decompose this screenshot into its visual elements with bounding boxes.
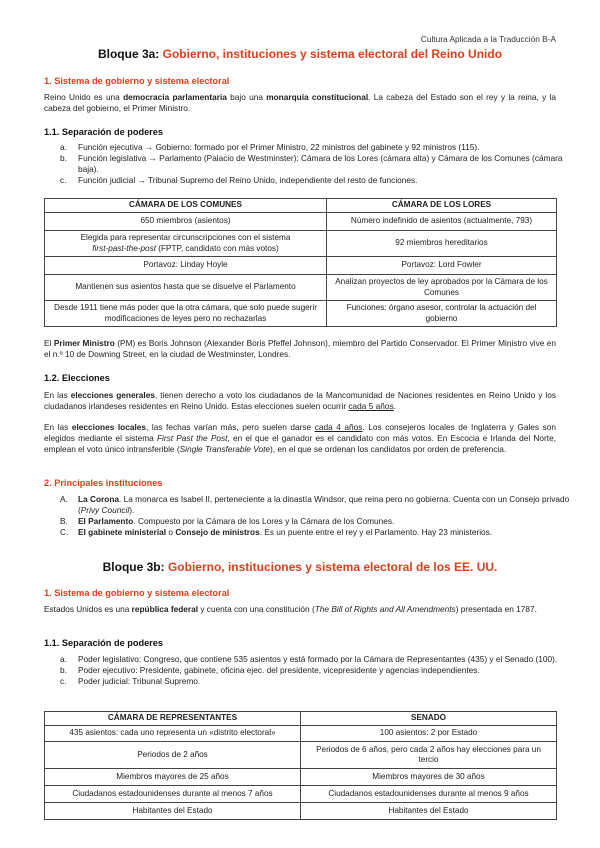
bloque-3b-title: Bloque 3b: Gobierno, instituciones y sistema electoral de los EE. UU.	[102, 560, 498, 574]
table-header: CÁMARA DE LOS LORES	[327, 199, 557, 213]
list-item: b. Poder ejecutivo: Presidente, gabinete, oficina ejec. del presidente, vicepresidente y agencias independientes.	[60, 664, 480, 675]
table-cell: Funciones: órgano asesor, controlar la actuación del gobierno	[327, 301, 557, 327]
table-cell: 100 asientos: 2 por Estado	[301, 726, 557, 742]
section-sistema-gobierno-us: 1. Sistema de gobierno y sistema electoral	[44, 588, 230, 598]
table-cell: Habitantes del Estado	[45, 803, 301, 820]
uk-elecciones-generales-paragraph: En las elecciones generales, tienen derecho a voto los ciudadanos de la Mancomunidad de Naciones residentes en Reino Unido y los ciudadanos irlandeses residentes en Reino Unido. Estas elecciones suelen ocurrir cada 5 años.	[44, 390, 557, 411]
table-cell: Miembros mayores de 25 años	[45, 769, 301, 786]
table-cell: 435 asientos: cada uno representa un «distrito electoral»	[45, 726, 301, 742]
subsection-separacion-poderes-uk: 1.1. Separación de poderes	[44, 127, 163, 137]
table-header: CÁMARA DE REPRESENTANTES	[45, 712, 301, 726]
list-item: c. Poder judicial: Tribunal Supremo.	[60, 675, 201, 686]
subsection-separacion-poderes-us: 1.1. Separación de poderes	[44, 638, 163, 648]
subsection-elecciones-uk: 1.2. Elecciones	[44, 373, 110, 383]
table-cell: Periodos de 6 años, pero cada 2 años hay elecciones para un tercio	[301, 742, 557, 769]
list-item: B. El Parlamento. Compuesto por la Cámara de los Lores y la Cámara de los Comunes.	[60, 515, 395, 526]
table-cell: Portavoz: Lord Fowler	[327, 257, 557, 275]
section-principales-instituciones-uk: 2. Principales instituciones	[44, 478, 163, 488]
list-item: b. Función legislativa → Parlamento (Palacio de Westminster): Cámara de los Lores (cámara alta) y Cámara de los Comunes (cámara baja).	[60, 152, 563, 174]
table-header: CÁMARA DE LOS COMUNES	[45, 199, 327, 213]
list-item: A. La Corona. La monarca es Isabel II, perteneciente a la dinastía Windsor, que reina pero no gobierna. Cuenta con un Consejo privado (Privy Council).	[60, 494, 570, 515]
section-sistema-gobierno-uk: 1. Sistema de gobierno y sistema electoral	[44, 76, 230, 86]
table-cell: Ciudadanos estadounidenses durante al menos 7 años	[45, 786, 301, 803]
uk-instituciones-list	[60, 494, 572, 538]
us-camaras-table	[44, 711, 557, 820]
list-item: a. Poder legislativo: Congreso, que contiene 535 asientos y está formado por la Cámara de Representantes (435) y el Senado (100).	[60, 654, 558, 664]
table-cell: 92 miembros hereditarios	[327, 231, 557, 257]
table-cell: 650 miembros (asientos)	[45, 213, 327, 231]
table-cell: Desde 1911 tiene más poder que la otra cámara, que solo puede sugerir modificaciones de leyes pero no rechazarlas	[45, 301, 327, 327]
course-header: Cultura Aplicada a la Traducción B-A	[420, 34, 556, 44]
us-intro-paragraph: Estados Unidos es una república federal y cuenta con una constitución (The Bill of Rights and All Amendments) presentada en 1787.	[44, 604, 537, 614]
table-cell: Analizan proyectos de ley aprobados por la Cámara de los Comunes	[327, 275, 557, 301]
table-cell: Número indefinido de asientos (actualmente, 793)	[327, 213, 557, 231]
table-cell: Portavoz: Linday Hoyle	[45, 257, 327, 275]
table-cell: Mantienen sus asientos hasta que se disuelve el Parlamento	[45, 275, 327, 301]
table-cell: Miembros mayores de 30 años	[301, 769, 557, 786]
table-cell: Elegida para representar circunscripciones con el sistema first-past-the-post (FPTP, candidato con más votos)	[45, 231, 327, 257]
us-poderes-list	[60, 654, 572, 687]
list-item: C. El gabinete ministerial o Consejo de ministros. Es un puente entre el rey y el Parlamento. Hay 23 ministerios.	[60, 526, 493, 537]
uk-intro-paragraph: Reino Unido es una democracia parlamentaria bajo una monarquía constitucional. La cabeza del Estado son el rey y la reina, y la cabeza del gobierno, el Primer Ministro.	[44, 92, 556, 113]
bloque-3a-title: Bloque 3a: Gobierno, instituciones y sistema electoral del Reino Unido	[97, 47, 503, 61]
list-item: c. Función judicial → Tribunal Supremo del Reino Unido, independiente del resto de funciones.	[60, 174, 418, 185]
uk-camaras-table	[44, 198, 557, 327]
uk-elecciones-locales-paragraph: En las elecciones locales, las fechas varían más, pero suelen darse cada 4 años. Los consejeros locales de Inglaterra y Gales son elegidos mediante el sistema First Past the Post, en el que el ganador es el candidato con más votos. En Escocia e Irlanda del Norte, emplean el voto único intransferible (Single Transferable Vote), en el que se ordenan los candidatos por orden de preferencia.	[44, 422, 556, 454]
table-cell: Periodos de 2 años	[45, 742, 301, 769]
uk-pm-paragraph: El Primer Ministro (PM) es Boris Johnson (Alexander Boris Pfeffel Johnson), miembro del Partido Conservador. El Primer Ministro vive en el n.º 10 de Downing Street, en la ciudad de Westminster, Londres.	[44, 338, 557, 359]
uk-poderes-list	[60, 142, 572, 186]
table-header: SENADO	[301, 712, 557, 726]
table-cell: Habitantes del Estado	[301, 803, 557, 820]
list-item: a. Función ejecutiva → Gobierno: formado por el Primer Ministro, 22 ministros del gabinete y 92 ministros (115).	[60, 142, 480, 152]
table-cell: Ciudadanos estadounidenses durante al menos 9 años	[301, 786, 557, 803]
